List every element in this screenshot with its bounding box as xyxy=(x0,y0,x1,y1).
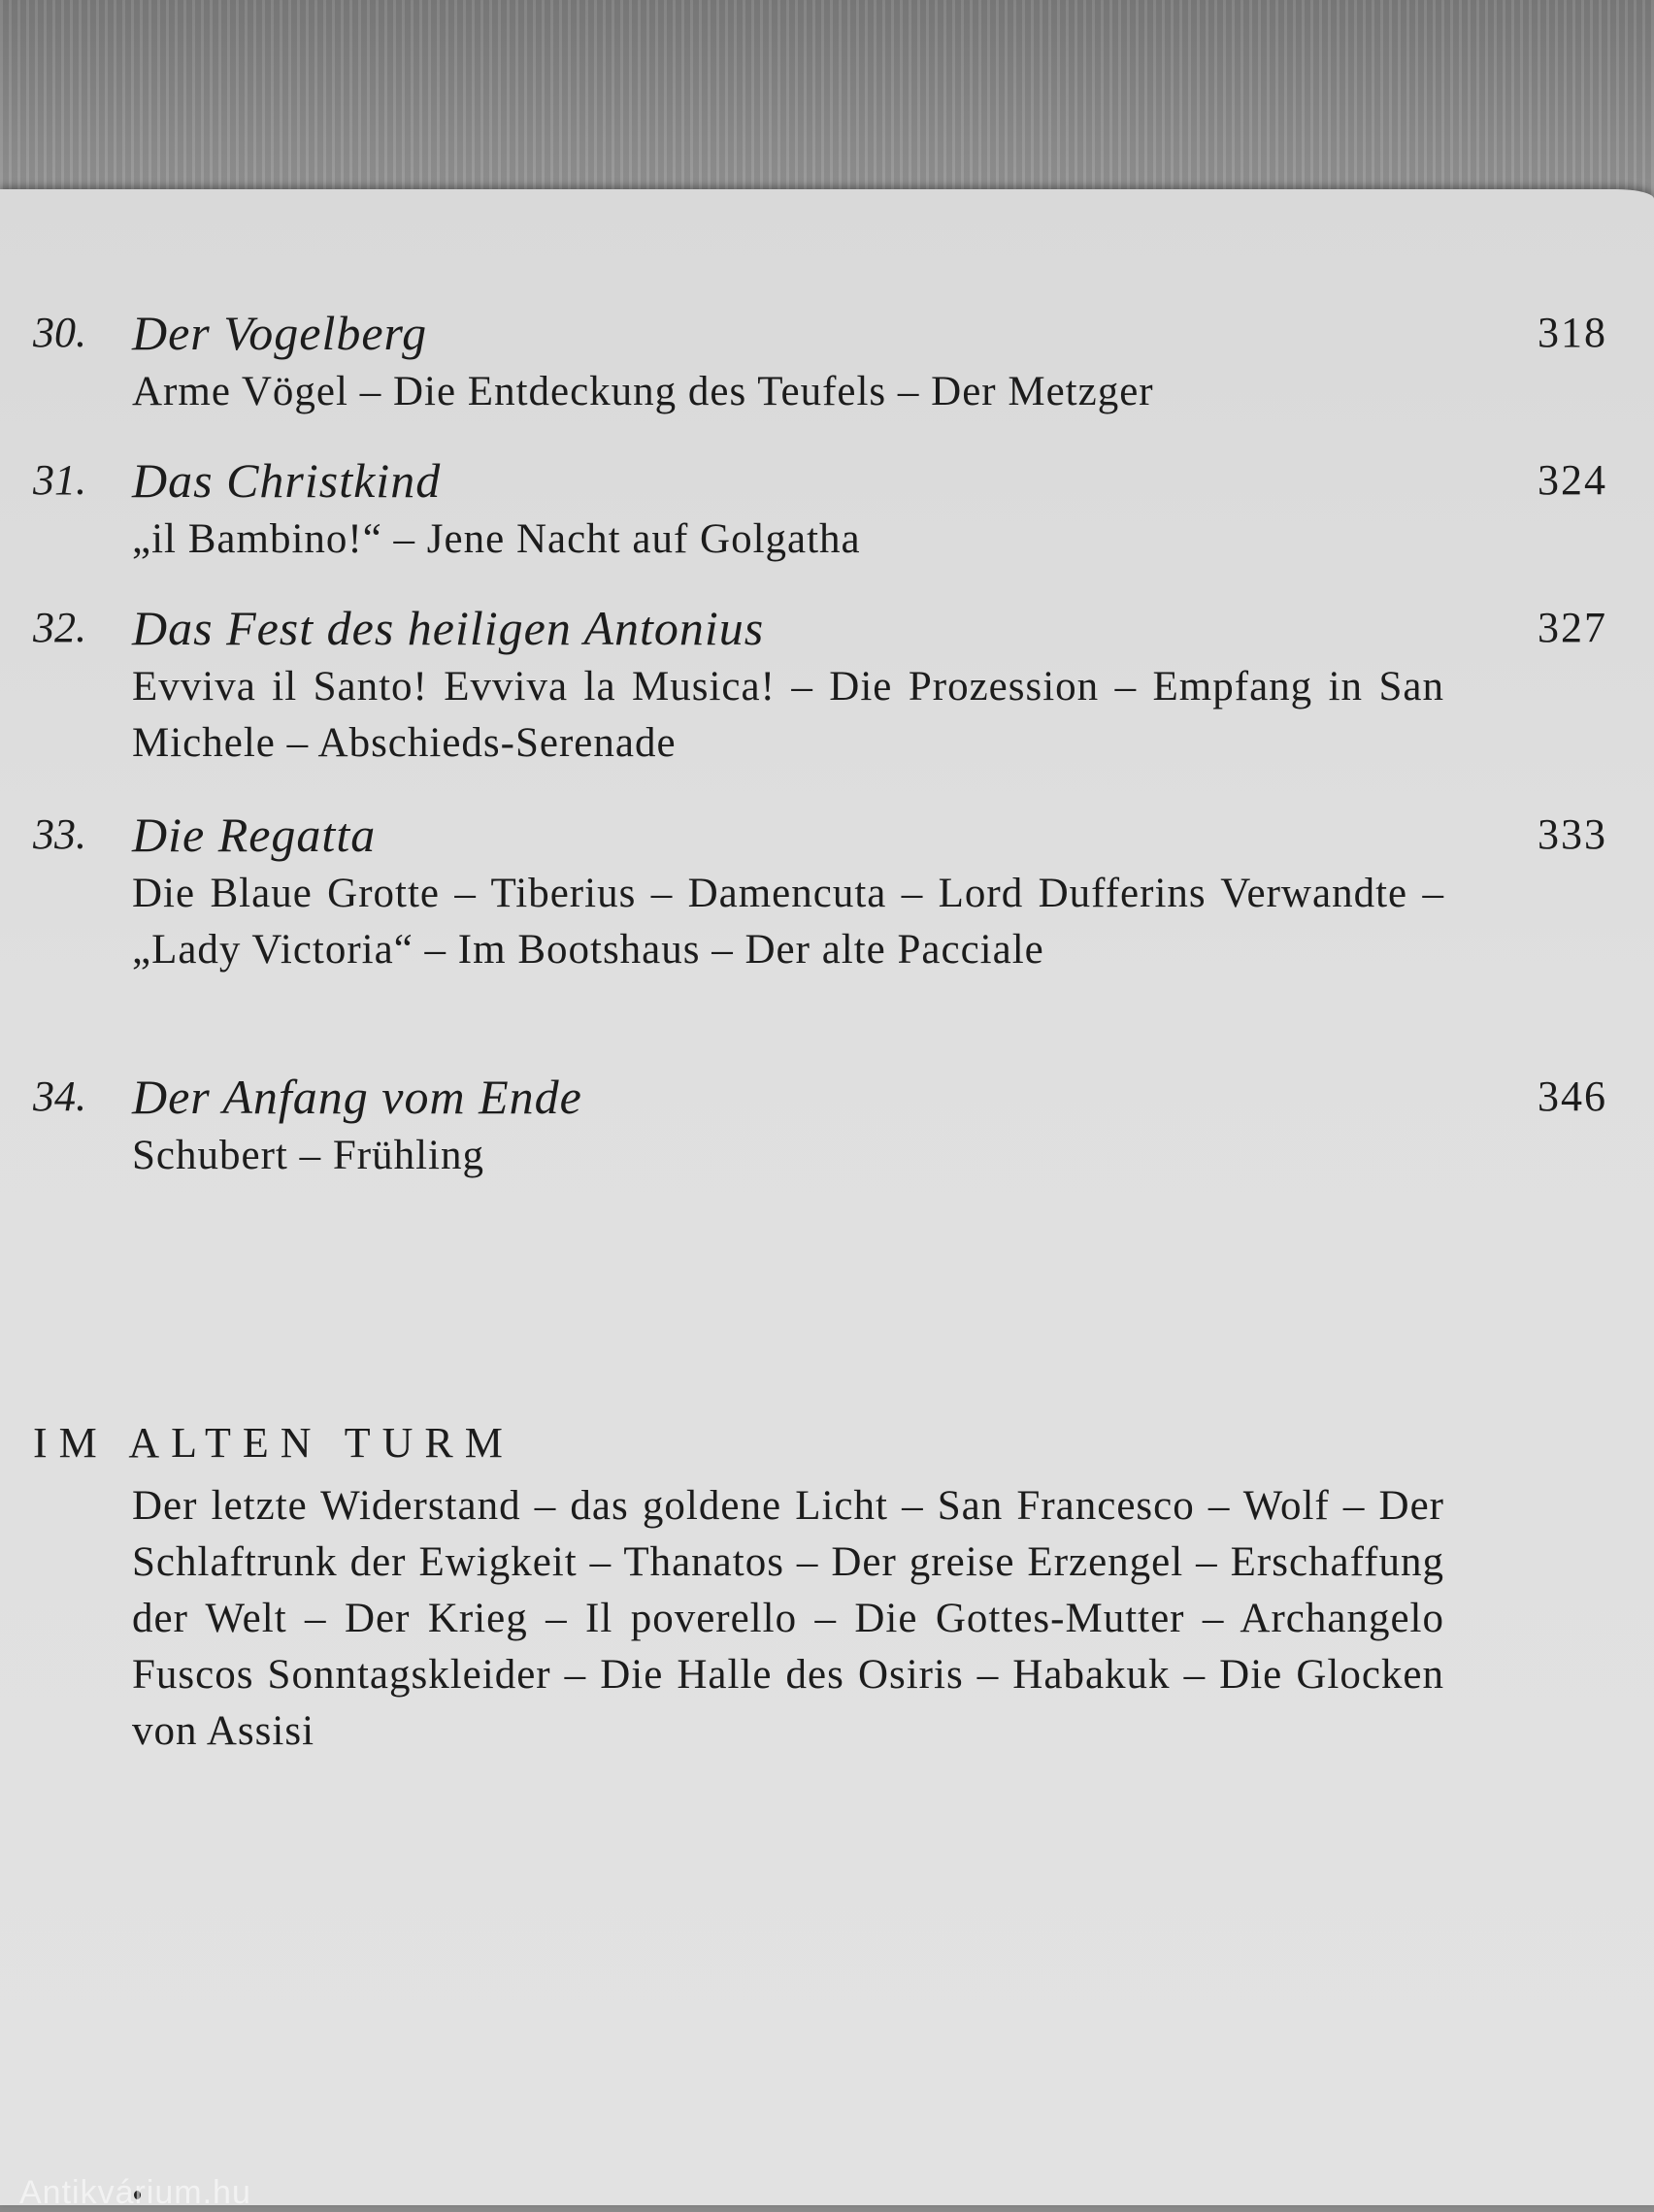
entry-subtitle: Arme Vögel – Die Entdeckung des Teufels – Der Metzger xyxy=(132,369,1154,414)
entry-page-number: 327 xyxy=(1538,604,1607,651)
entry-page-number: 346 xyxy=(1538,1073,1607,1120)
entry-title: Das Christkind xyxy=(132,453,442,508)
section-heading: IM ALTEN TURM xyxy=(33,1419,514,1467)
entry-subtitle: Schubert – Frühling xyxy=(132,1133,484,1178)
entry-title: Der Anfang vom Ende xyxy=(132,1070,582,1124)
entry-subtitle: Die Blaue Grotte – Tiberius – Damencuta – Lord Dufferins Verwandte – „Lady Victoria“ – Im Bootshaus – Der alte Pacciale xyxy=(132,871,1444,973)
entry-number: 33. xyxy=(33,810,86,858)
entry-number: 30. xyxy=(33,309,86,356)
entry-number: 32. xyxy=(33,604,86,651)
watermark: Antikvárium.hu xyxy=(19,2174,251,2211)
entry-title: Der Vogelberg xyxy=(132,306,428,360)
section-contents: Der letzte Widerstand – das goldene Licht – San Francesco – Wolf – Der Schlaftrunk der Ewigkeit – Thanatos – Der greise Erzengel – Erschaffung der Welt – Der Krieg – Il poverello – Die Gottes-Mutter – Archangelo Fuscos Sonntagskleider – Die Halle des Osiris – Habakuk – Die Glocken von Assisi xyxy=(132,1483,1444,1754)
entry-page-number: 324 xyxy=(1538,456,1607,504)
entry-subtitle: „il Bambino!“ – Jene Nacht auf Golgatha xyxy=(132,516,861,562)
entry-page-number: 318 xyxy=(1538,309,1607,356)
entry-page-number: 333 xyxy=(1538,810,1607,858)
entry-title: Die Regatta xyxy=(132,808,377,862)
entry-number: 31. xyxy=(33,456,86,504)
entry-title: Das Fest des heiligen Antonius xyxy=(132,601,765,655)
entry-subtitle: Evviva il Santo! Evviva la Musica! – Die Prozession – Empfang in San Michele – Abschieds-Serenade xyxy=(132,664,1444,766)
entry-number: 34. xyxy=(33,1073,86,1120)
book-page xyxy=(0,189,1654,2205)
